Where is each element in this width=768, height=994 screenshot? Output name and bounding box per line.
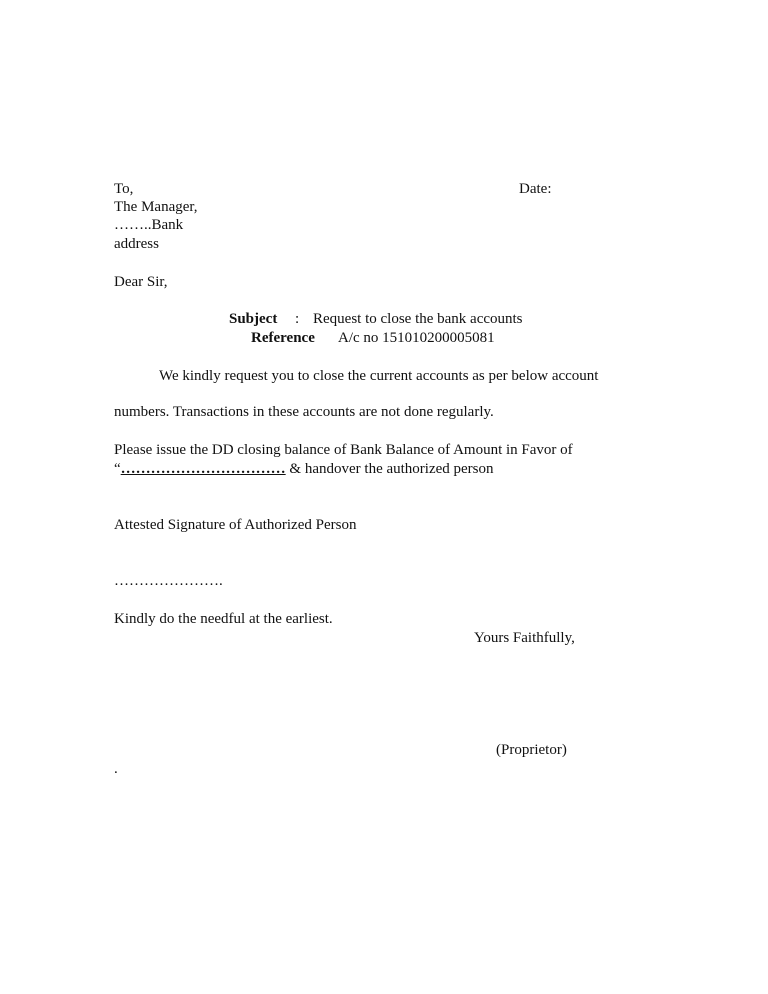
body-paragraph-line-2: numbers. Transactions in these accounts are not done regularly. [114, 404, 494, 420]
bank-address: address [114, 236, 159, 252]
reference-label: Reference [251, 330, 315, 346]
valediction: Yours Faithfully, [474, 630, 575, 646]
dd-request-rest: & handover the authorized person [285, 461, 494, 477]
dd-open-quote: “ [114, 461, 121, 477]
bank-name: ……..Bank [114, 217, 184, 233]
salutation: Dear Sir, [114, 274, 168, 290]
dd-request-line-1: Please issue the DD closing balance of Bank Balance of Amount in Favor of [114, 442, 573, 458]
closing-request: Kindly do the needful at the earliest. [114, 611, 333, 627]
recipient-title: The Manager, [114, 199, 198, 215]
attested-signature-label: Attested Signature of Authorized Person [114, 517, 357, 533]
signature-blank: …………………. [114, 573, 223, 589]
signatory: (Proprietor) [496, 742, 567, 758]
to-label: To, [114, 181, 134, 197]
body-paragraph-line-1: We kindly request you to close the current accounts as per below account [159, 368, 599, 384]
trailing-dot: . [114, 761, 118, 777]
reference-text: A/c no 151010200005081 [338, 330, 495, 346]
favor-blank: …………………………… [120, 461, 286, 477]
subject-separator: : [295, 311, 300, 327]
subject-text: Request to close the bank accounts [313, 311, 523, 327]
date-label: Date: [519, 181, 552, 197]
dd-request-line-2 [114, 460, 494, 478]
subject-label: Subject [229, 311, 278, 327]
